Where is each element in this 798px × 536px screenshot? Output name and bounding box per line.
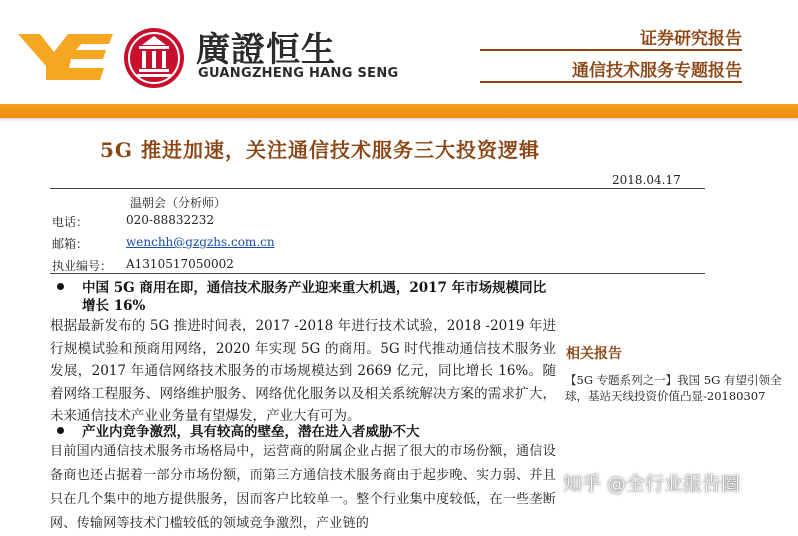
ye-logo-icon [18,30,113,82]
email-value[interactable]: wenchh@gzgzhs.com.cn [126,235,275,249]
section-body: 目前国内通信技术服务市场格局中，运营商的附属企业占据了很大的市场份额，通信设备商也还占据着一部分市场份额，而第三方通信技术服务商由于起步晚、实力弱、并且只在几个集中的地方提供服务，因而客户比较单一。整个行业集中度较低，在一些垄断网、传输网等技术门槛较低的领域竞争激烈，产业链的 [50,444,556,531]
section-heading: 产业内竞争激烈，具有较高的壁垒，潜在进入者威胁不大 [82,424,420,440]
license-label: 执业编号： [52,259,113,273]
related-reports-title: 相关报告 [566,346,622,362]
report-date: 2018.04.17 [612,173,681,187]
header-band-shadow [0,118,798,122]
watermark: 知乎 @全行业报告圈 [563,473,741,495]
report-subtype: 通信技术服务专题报告 [572,61,742,81]
bank-seal-icon [122,26,186,90]
bullet-icon [56,426,66,436]
email-link[interactable] [126,235,275,249]
section-heading: 中国 5G 商用在即，通信技术服务产业迎来重大机遇，2017 年市场规模同比 [82,280,547,296]
license-value: A1310517050002 [126,257,234,271]
header-divider [480,49,742,51]
email-label: 邮箱： [52,237,89,251]
header-divider [480,81,742,83]
related-report-link[interactable]: 【5G 专题系列之一】我国 5G 有望引领全球，基站天线投资价值凸显-20180307 [565,373,782,403]
phone-value: 020-88832232 [126,213,215,227]
brand-name-en: GUANGZHENG HANG SENG [198,66,399,81]
bullet-icon [56,282,66,292]
phone-label: 电话： [52,215,89,229]
section-body: 根据最新发布的 5G 推进时间表，2017 -2018 年进行技术试验，2018 -2019 年进行规模试验和预商用网络，2020 年实现 5G 的商用。5G 时代推动通信技术服务业发展，2017 年通信网络技术服务的市场规模达到 2669 亿元，同比增长 16%。随着网络工程服务、网络维护服务、网络优化服务以及相关系统解决方案的需求扩大，未来通信技术产业业务量有望爆发，产业大有可为。 [50,318,556,424]
report-title: 5G 推进加速，关注通信技术服务三大投资逻辑 [100,138,540,162]
section-heading-continued: 增长 16% [82,298,146,314]
analyst-name: 温朝会（分析师） [130,196,227,210]
header-orange-band [0,104,798,118]
brand-name-cn: 廣證恒生 [196,30,336,70]
title-divider [50,188,705,189]
report-type: 证券研究报告 [640,29,742,49]
analyst-divider [50,273,705,274]
report-header [0,0,798,100]
